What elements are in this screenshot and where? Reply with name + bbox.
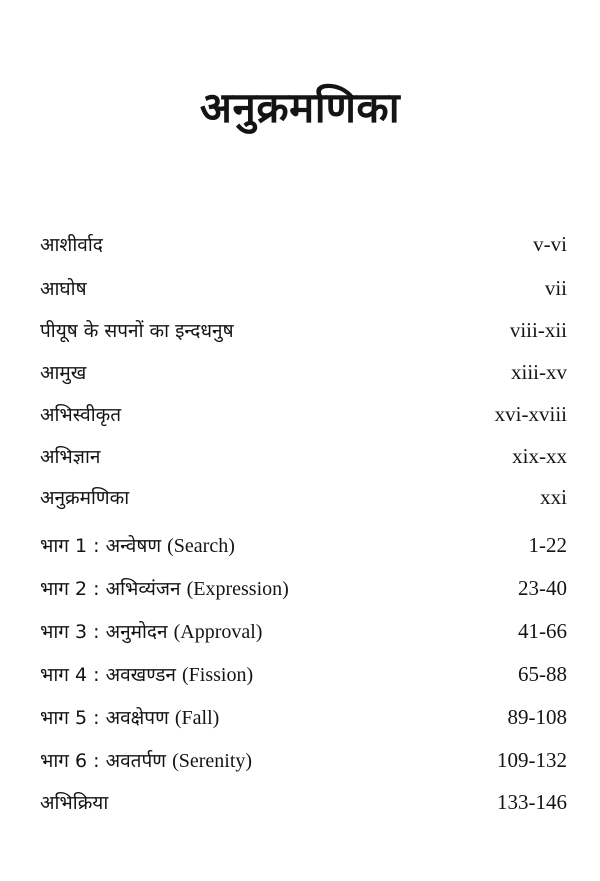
toc-entry	[40, 785, 567, 819]
toc-part-entry	[40, 614, 567, 648]
toc-entry	[40, 313, 567, 347]
toc-part-entry	[40, 571, 567, 605]
toc-entry-label: आशीर्वाद	[40, 234, 103, 256]
toc-entry	[40, 480, 567, 514]
toc-entry-pages: xvi-xviii	[494, 401, 567, 426]
toc-part-english: (Serenity)	[172, 750, 253, 772]
toc-part-prefix: भाग 1 : अन्वेषण	[40, 535, 162, 557]
toc-part-prefix: भाग 6 : अवतर्पण	[40, 750, 167, 772]
toc-entry	[40, 271, 567, 305]
toc-entry-label: अभिस्वीकृत	[40, 404, 122, 426]
toc-entry-label: आघोष	[40, 278, 87, 300]
toc-part-english: (Search)	[167, 535, 235, 557]
toc-entry-pages: 41-66	[518, 618, 567, 643]
toc-entry-pages: 133-146	[497, 789, 567, 814]
toc-entry-pages: 23-40	[518, 575, 567, 600]
toc-entry-pages: xix-xx	[512, 443, 567, 468]
toc-part-label	[40, 747, 252, 773]
toc-entry-pages: xxi	[540, 484, 567, 509]
toc-part-label	[40, 532, 235, 558]
toc-entry-label: आमुख	[40, 362, 87, 384]
toc-entry-pages: 109-132	[497, 747, 567, 772]
toc-part-entry	[40, 528, 567, 562]
toc-part-label	[40, 618, 262, 644]
toc-entry-pages: v-vi	[533, 231, 567, 256]
toc-entry	[40, 397, 567, 431]
toc-part-prefix: भाग 4 : अवखण्डन	[40, 664, 176, 686]
toc-entry	[40, 227, 567, 261]
toc-part-english: (Fall)	[174, 707, 220, 729]
toc-entry-pages: vii	[544, 275, 567, 300]
toc-entry-pages: 65-88	[518, 661, 567, 686]
toc-entry	[40, 439, 567, 473]
toc-part-label	[40, 704, 219, 730]
toc-part-prefix: भाग 3 : अनुमोदन	[40, 621, 168, 643]
toc-entry-pages: viii-xii	[509, 317, 567, 342]
toc-part-english: (Expression)	[186, 578, 289, 600]
toc-entry-label: अनुक्रमणिका	[40, 487, 130, 509]
toc-entry-label: अभिज्ञान	[40, 446, 101, 468]
toc-entry-label: पीयूष के सपनों का इन्दधनुष	[40, 320, 234, 342]
toc-part-entry	[40, 743, 567, 777]
toc-entry-pages: 89-108	[507, 704, 567, 729]
toc-part-entry	[40, 700, 567, 734]
toc-part-prefix: भाग 2 : अभिव्यंजन	[40, 578, 181, 600]
toc-part-entry	[40, 657, 567, 691]
toc-part-prefix: भाग 5 : अवक्षेपण	[40, 707, 169, 729]
toc-entry	[40, 355, 567, 389]
toc-part-english: (Fission)	[182, 664, 254, 686]
toc-entry-pages: xiii-xv	[511, 359, 567, 384]
toc-part-label	[40, 661, 253, 687]
toc-part-label	[40, 575, 289, 601]
toc-entry-pages: 1-22	[528, 532, 567, 557]
toc-part-english: (Approval)	[173, 621, 263, 643]
page-title: अनुक्रमणिका	[199, 83, 401, 132]
toc-entry-label: अभिक्रिया	[40, 792, 109, 814]
